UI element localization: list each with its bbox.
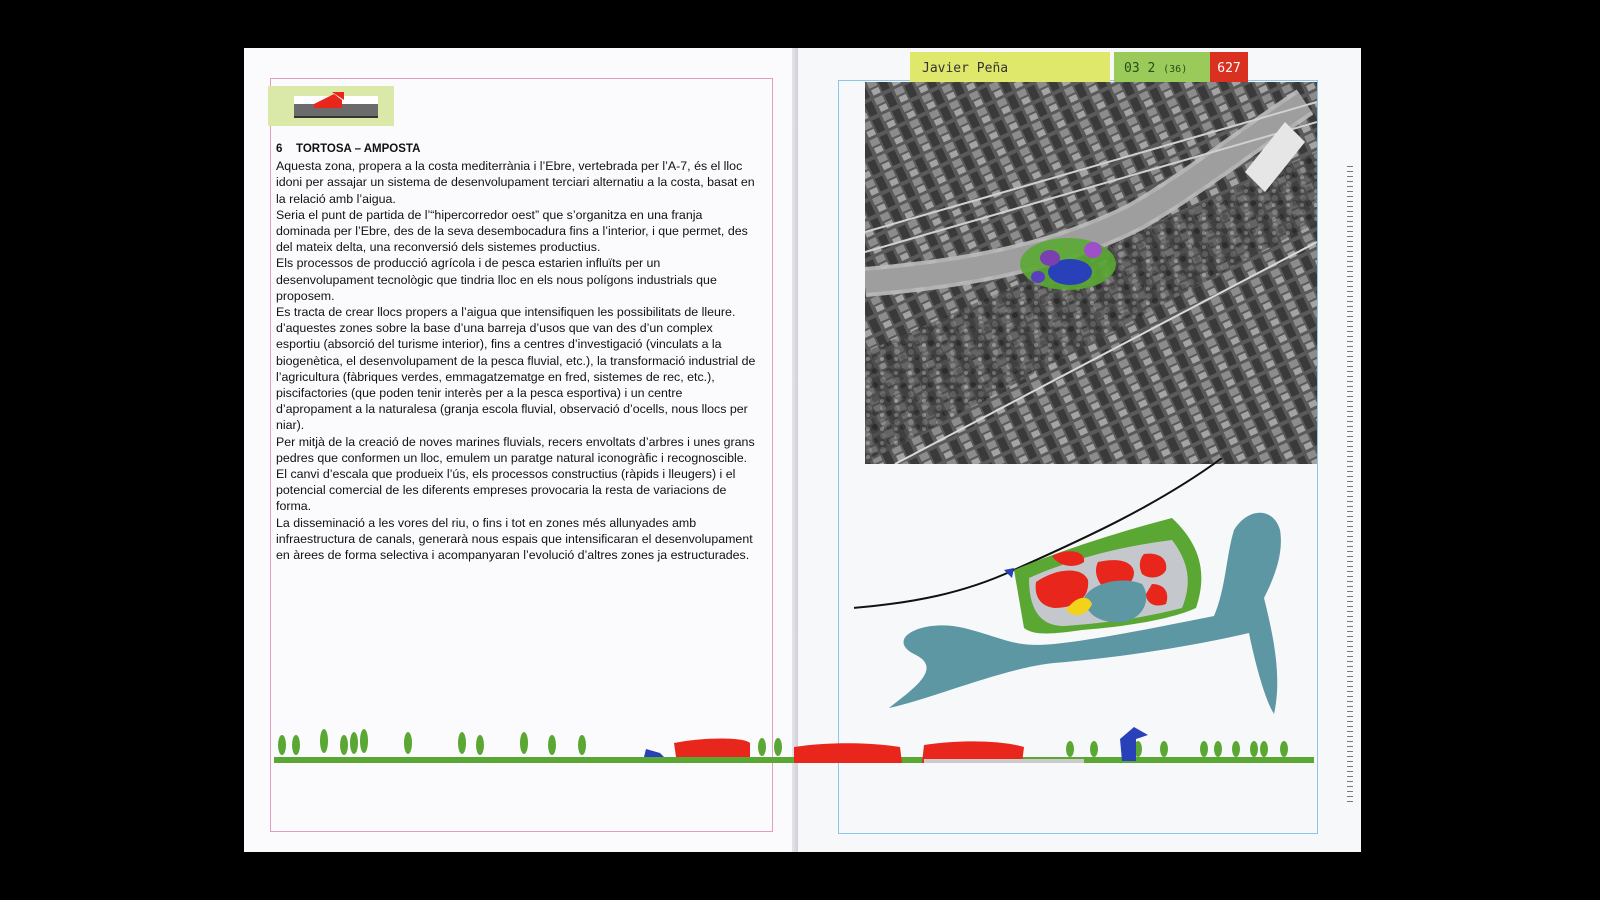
author-header: Javier Peña	[910, 52, 1110, 82]
paragraph: Els processos de producció agrícola i de pesca estarien influïts per un desenvolupament tecnològic que tindria lloc en els nous polígons industrials que proposem.	[276, 256, 717, 303]
cross-section	[274, 683, 1344, 773]
code-header	[1114, 52, 1212, 82]
section-title: TORTOSA – AMPOSTA	[296, 143, 421, 155]
section-heading	[276, 141, 756, 157]
article-text	[276, 141, 756, 563]
paragraph: Seria el punt de partida de l’“hipercorredor oest” que s’organitza en una franja dominada per l’Ebre, des de la seva desembocadura fins a l’interior, i que permet, des del mateix delta, una reconversió dels sistemes productius.	[276, 207, 748, 255]
aerial-photo	[865, 82, 1317, 464]
paragraph: La disseminació a les vores del riu, o fins i tot en zones més allunyades amb infraestructura de canals, generarà nous espais que intensificaran el desenvolupament en àrees de forma selectiva i acompanyaran l’evolució d’altres zones ja estructurades.	[276, 515, 753, 563]
paragraph: Aquesta zona, propera a la costa mediterrània i l’Ebre, vertebrada per l’A-7, és el lloc idoni per assajar un sistema de desenvolupament terciari alternatiu a la costa, basat en la relació amb l’aigua.	[276, 159, 755, 206]
code-sub: (36)	[1163, 64, 1188, 75]
code-main: 03 2	[1124, 61, 1156, 76]
page-number: 627	[1210, 52, 1248, 82]
section-number: 6	[276, 143, 283, 155]
paragraph: Es tracta de crear llocs propers a l’aigua que intensifiquen les possibilitats de lleure. d’aquestes zones sobre la base d’una barreja d’usos que van des d’un complex esportiu (absorció del turisme interior), fins a centres d’investigació (vinculats a la biogenètica, el desenvolupament de la pesca fluvial, etc.), la transformació industrial de l’agricultura (fàbriques verdes, emmagatzematge en fred, sistemes de rec, etc.), piscifactories (que poden tenir interès per a la pesca esportiva) i un centre d’apropament a la naturalesa (granja escola fluvial, observació d’ocells, nous llocs per niar).	[276, 305, 756, 433]
book-spread	[244, 48, 1361, 852]
thumbnail-diagram-icon	[268, 86, 394, 126]
section-thumbnail	[268, 86, 394, 126]
paragraph: El canvi d’escala que produeix l’ús, els processos constructius (ràpids i lleugers) i el potencial comercial de les diferents empreses provocaria la resta de variacions de forma.	[276, 467, 736, 514]
measure-rule	[1347, 166, 1353, 806]
paragraph: Per mitjà de la creació de noves marines fluvials, recers envoltats d’arbres i unes grans pedres que conformen un lloc, emulem un paratge natural iconogràfic i recognoscible.	[276, 434, 755, 465]
